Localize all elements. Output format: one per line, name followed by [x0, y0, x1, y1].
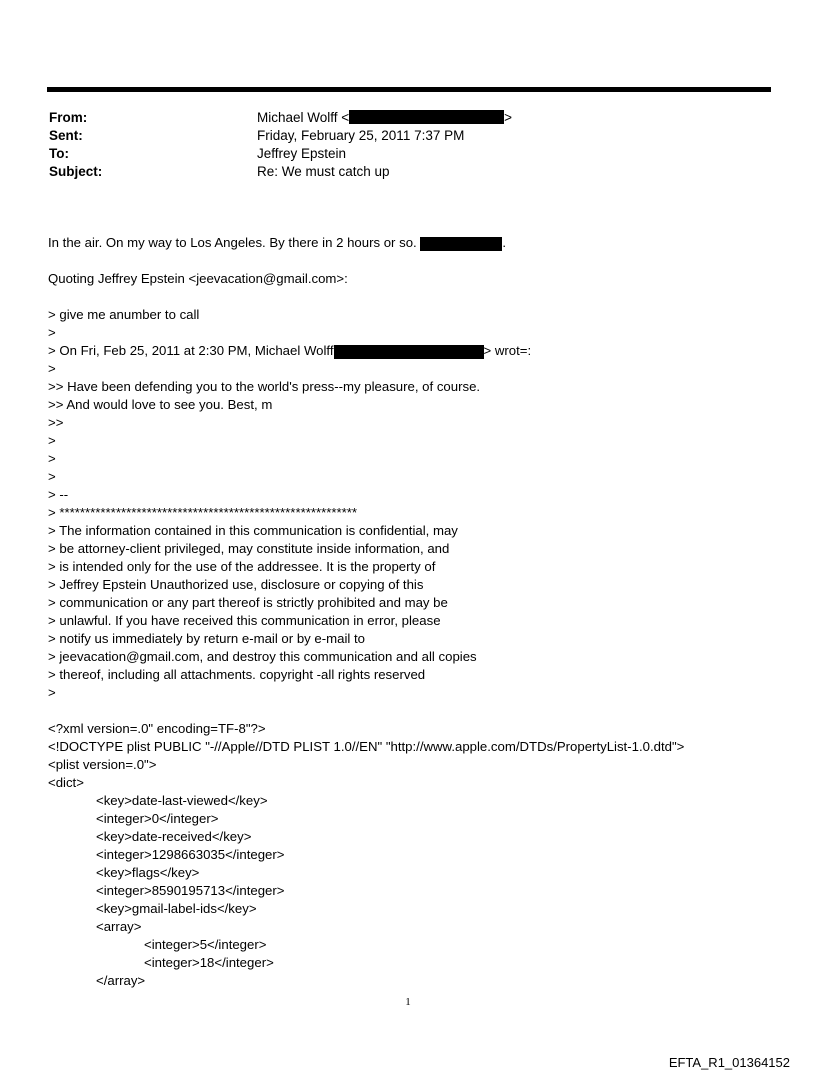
xml-line: <plist version=.0"> [48, 757, 157, 772]
quote-line: > thereof, including all attachments. copyright -all rights reserved [48, 667, 426, 682]
from-value [257, 110, 512, 125]
quote-line: > The information contained in this communication is confidential, may [48, 523, 458, 538]
quote-line: > ********************************************************** [48, 505, 358, 520]
email-body [48, 234, 788, 990]
subject-value: Re: We must catch up [257, 163, 390, 179]
quote-line: >> [48, 415, 64, 430]
quote-text: > wrot=: [483, 343, 532, 358]
xml-line: <integer>8590195713</integer> [96, 883, 285, 898]
redaction-box [349, 110, 504, 124]
document-id: EFTA_R1_01364152 [668, 1055, 790, 1070]
xml-line: <key>flags</key> [96, 865, 200, 880]
body-text: In the air. On my way to Los Angeles. By there in 2 hours or so. [48, 235, 421, 250]
to-row [49, 144, 512, 162]
from-row [49, 108, 512, 126]
redaction-box [334, 345, 484, 359]
quote-line: >> Have been defending you to the world's press--my pleasure, of course. [48, 379, 481, 394]
xml-line: <!DOCTYPE plist PUBLIC "-//Apple//DTD PLIST 1.0//EN" "http://www.apple.com/DTDs/PropertyList-1.0.dtd"> [48, 739, 685, 754]
header-rule [47, 87, 771, 92]
xml-line: <integer>1298663035</integer> [96, 847, 285, 862]
subject-label: Subject: [49, 163, 103, 179]
page-number: 1 [405, 996, 411, 1008]
quote-line: > notify us immediately by return e-mail or by e-mail to [48, 631, 365, 646]
xml-line: <?xml version=.0" encoding=TF-8"?> [48, 721, 266, 736]
xml-line: </array> [96, 973, 146, 988]
quote-line: > [48, 325, 56, 340]
xml-line: <key>gmail-label-ids</key> [96, 901, 257, 916]
xml-line: <key>date-last-viewed</key> [96, 793, 268, 808]
quote-line: >> And would love to see you. Best, m [48, 397, 273, 412]
quote-line: > [48, 685, 56, 700]
from-close: > [504, 109, 513, 125]
quote-line [48, 342, 788, 360]
quote-line: > jeevacation@gmail.com, and destroy this communication and all copies [48, 649, 477, 664]
quote-line: > unlawful. If you have received this communication in error, please [48, 613, 441, 628]
body-text: . [502, 235, 507, 250]
quote-line: > communication or any part thereof is strictly prohibited and may be [48, 595, 448, 610]
quote-line: > be attorney-client privileged, may constitute inside information, and [48, 541, 450, 556]
to-value: Jeffrey Epstein [257, 145, 347, 161]
quote-line: > [48, 469, 56, 484]
xml-line: <integer>5</integer> [144, 937, 267, 952]
body-line [48, 234, 788, 252]
quote-line: > -- [48, 487, 69, 502]
email-header [49, 108, 512, 180]
quote-line: > is intended only for the use of the addressee. It is the property of [48, 559, 436, 574]
xml-line: <dict> [48, 775, 84, 790]
from-label: From: [49, 109, 88, 125]
redaction-box [420, 237, 502, 251]
xml-line: <integer>18</integer> [144, 955, 274, 970]
xml-line: <integer>0</integer> [96, 811, 219, 826]
sent-label: Sent: [49, 127, 83, 143]
to-label: To: [49, 145, 69, 161]
quote-line: > [48, 433, 56, 448]
quote-line: > Jeffrey Epstein Unauthorized use, disclosure or copying of this [48, 577, 424, 592]
quoting-line: Quoting Jeffrey Epstein <jeevacation@gmail.com>: [48, 271, 348, 286]
xml-line: <array> [96, 919, 142, 934]
subject-row [49, 162, 512, 180]
quote-line: > [48, 361, 56, 376]
xml-line: <key>date-received</key> [96, 829, 252, 844]
quote-text: > On Fri, Feb 25, 2011 at 2:30 PM, Michael Wolff [48, 343, 334, 358]
sent-value: Friday, February 25, 2011 7:37 PM [257, 127, 465, 143]
quote-line: > [48, 451, 56, 466]
from-name: Michael Wolff < [257, 109, 350, 125]
sent-row [49, 126, 512, 144]
quote-line: > give me anumber to call [48, 307, 200, 322]
